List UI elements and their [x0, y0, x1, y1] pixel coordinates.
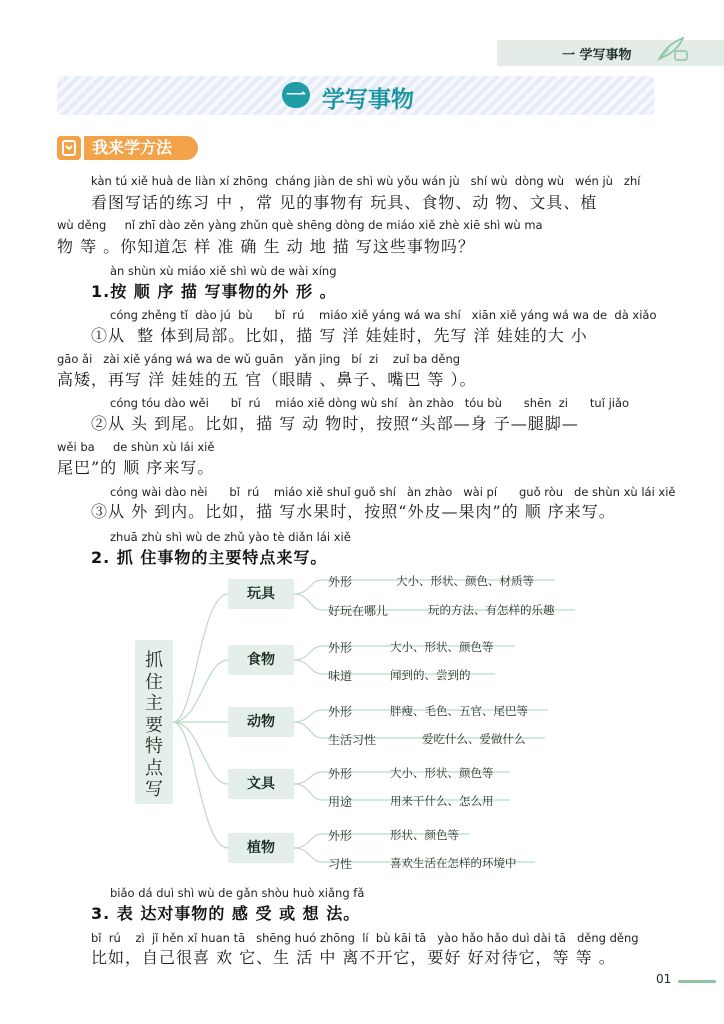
- point1b-pinyin-2: wěi ba de shùn xù lái xiě: [57, 440, 215, 454]
- mindmap-row-value: 胖瘦、毛色、五官、尾巴等: [390, 704, 528, 718]
- mindmap-category: 食物: [228, 645, 294, 675]
- intro-text-1: 看图写话的练习 中 ，常 见的事物有 玩具、食物、动 物、文具、植: [91, 193, 598, 212]
- point3-heading: 3. 表 达对事物的 感 受 或 想 法。: [91, 904, 361, 923]
- point1a-text-2: 高矮，再写 洋 娃娃的五 官（眼睛 、鼻子、嘴巴 等 ）。: [57, 370, 477, 389]
- mindmap-row-value: 大小、形状、颜色、材质等: [396, 574, 534, 588]
- point1c-pinyin: cóng wài dào nèi bǐ rú miáo xiě shuǐ guǒ shí àn zhào wài pí guǒ ròu de shùn xù lái xiě: [110, 485, 676, 499]
- mindmap-row-key: 用途: [328, 795, 353, 809]
- title-badge-text: 一: [286, 83, 306, 107]
- mindmap-row-key: 好玩在哪儿: [328, 604, 389, 618]
- mindmap-row-value: 大小、形状、颜色等: [390, 640, 494, 654]
- mindmap-row-key: 外形: [328, 641, 353, 655]
- point3-pinyin: biǎo dá duì shì wù de gǎn shòu huò xiǎng fǎ: [110, 886, 365, 900]
- mindmap-row-key: 外形: [328, 767, 353, 781]
- point2-pinyin: zhuā zhù shì wù de zhǔ yào tè diǎn lái xiě: [110, 530, 351, 544]
- point1b-text-2: 尾巴”的 顺 序来写。: [57, 458, 215, 477]
- point1a-pinyin-2: gāo ǎi zài xiě yáng wá wa de wǔ guān yǎn jing bí zi zuǐ ba děng: [57, 352, 461, 366]
- mindmap-category: 文具: [228, 769, 294, 799]
- intro-text-2: 物 等 。你知道怎 样 准 确 生 动 地 描 写这些事物吗？: [57, 237, 475, 256]
- mindmap-row-key: 生活习性: [328, 733, 377, 747]
- page-number: 01: [656, 972, 672, 986]
- intro-pinyin-2: wù děng nǐ zhī dào zěn yàng zhǔn què shēng dòng de miáo xiě zhè xiē shì wù ma: [57, 218, 543, 232]
- page-divider: [678, 980, 716, 983]
- mindmap-row-key: 外形: [328, 705, 353, 719]
- point1b-text-1: ②从 头 到尾。比如，描 写 动 物时，按照“头部—身 子—腿脚—: [91, 414, 579, 433]
- mindmap-row-value: 大小、形状、颜色等: [390, 766, 494, 780]
- point1a-pinyin-1: cóng zhěng tǐ dào jú bù bǐ rú miáo xiě yáng wá wa shí xiān xiě yáng wá wa de dà xiǎo: [110, 308, 657, 322]
- point3-pinyin-2: bǐ rú zì jǐ hěn xǐ huan tā shēng huó zhōng lí bù kāi tā yào hǎo hǎo duì dài tā děng děng: [91, 931, 639, 945]
- mindmap-row-key: 外形: [328, 829, 353, 843]
- mindmap-row-value: 形状、颜色等: [390, 828, 459, 842]
- mindmap-row-value: 闻到的、尝到的: [390, 668, 471, 682]
- point1-pinyin: àn shùn xù miáo xiě shì wù de wài xíng: [110, 264, 337, 278]
- point1-heading: 1.按 顺 序 描 写事物的外 形 。: [91, 282, 337, 301]
- mindmap-category: 玩具: [228, 579, 294, 609]
- mindmap-category: 动物: [228, 707, 294, 737]
- page-title: 学写事物: [322, 87, 414, 113]
- point1c-text: ③从 外 到内。比如，描 写水果时，按照“外皮—果肉”的 顺 序来写。: [91, 502, 616, 521]
- point1a-text-1: ①从 整 体到局部。比如，描 写 洋 娃娃时，先写 洋 娃娃的大 小: [91, 326, 588, 345]
- mindmap-row-value: 爱吃什么、爱做什么: [422, 732, 526, 746]
- mindmap-root: 抓 住 主 要 特 点 写: [145, 650, 163, 800]
- mindmap-row-key: 习性: [328, 857, 353, 871]
- mindmap-row-value: 玩的方法、有怎样的乐趣: [428, 603, 555, 617]
- header-label: 一 学写事物: [562, 48, 632, 63]
- mindmap-row-value: 喜欢生活在怎样的环境中: [390, 856, 517, 870]
- point2-heading: 2. 抓 住事物的主要特点来写。: [91, 548, 328, 567]
- intro-pinyin-1: kàn tú xiě huà de liàn xí zhōng cháng jiàn de shì wù yǒu wán jù shí wù dòng wù wén jù zhí: [91, 174, 641, 188]
- section-tag: 我来学方法: [84, 136, 198, 160]
- point3-text: 比如，自己很喜 欢 它、生 活 中 离不开它，要好 好对待它，等 等 。: [91, 948, 616, 967]
- mindmap-category: 植物: [228, 833, 294, 863]
- mindmap-row-key: 味道: [328, 669, 353, 683]
- point1b-pinyin-1: cóng tóu dào wěi bǐ rú miáo xiě dòng wù shí àn zhào tóu bù shēn zi tuǐ jiǎo: [110, 396, 630, 410]
- mindmap-row-value: 用来干什么、怎么用: [390, 794, 494, 808]
- mindmap-row-key: 外形: [328, 575, 353, 589]
